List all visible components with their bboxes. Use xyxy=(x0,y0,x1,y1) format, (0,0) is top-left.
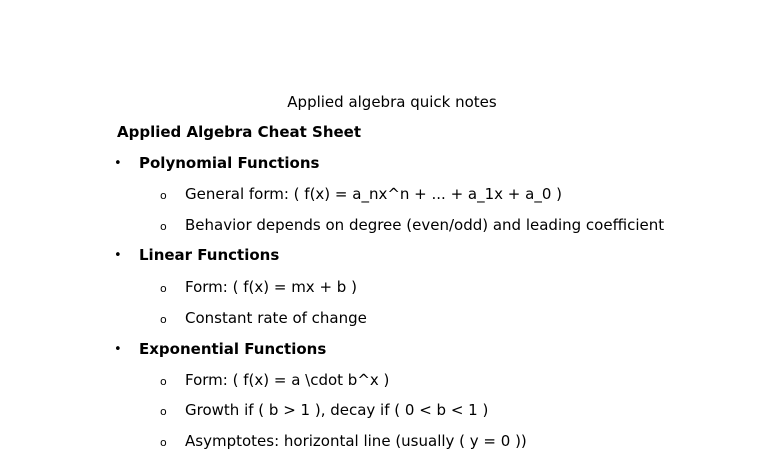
section-label-polynomial: Polynomial Functions xyxy=(139,154,320,172)
cheat-sheet-heading: Applied Algebra Cheat Sheet xyxy=(117,123,362,141)
sub-bullet-icon: o xyxy=(160,220,167,233)
bullet-icon: • xyxy=(114,156,122,171)
list-item: Behavior depends on degree (even/odd) and leading coefficient xyxy=(185,216,665,234)
list-item: Asymptotes: horizontal line (usually ( y = 0 )) xyxy=(185,432,527,450)
list-item: Constant rate of change xyxy=(185,309,367,327)
sub-bullet-icon: o xyxy=(160,189,167,202)
sub-bullet-icon: o xyxy=(160,313,167,326)
list-item: Growth if ( b > 1 ), decay if ( 0 < b < 1 ) xyxy=(185,401,489,419)
sub-bullet-icon: o xyxy=(160,282,167,295)
list-item: Form: ( f(x) = mx + b ) xyxy=(185,278,357,296)
sub-bullet-icon: o xyxy=(160,405,167,418)
bullet-icon: • xyxy=(114,342,122,357)
section-label-exponential: Exponential Functions xyxy=(139,340,327,358)
list-item: General form: ( f(x) = a_nx^n + ... + a_1x + a_0 ) xyxy=(185,185,562,203)
sub-bullet-icon: o xyxy=(160,375,167,388)
list-item: Form: ( f(x) = a \cdot b^x ) xyxy=(185,371,390,389)
bullet-icon: • xyxy=(114,248,122,263)
sub-bullet-icon: o xyxy=(160,436,167,449)
page-title: Applied algebra quick notes xyxy=(287,93,497,111)
section-label-linear: Linear Functions xyxy=(139,246,280,264)
